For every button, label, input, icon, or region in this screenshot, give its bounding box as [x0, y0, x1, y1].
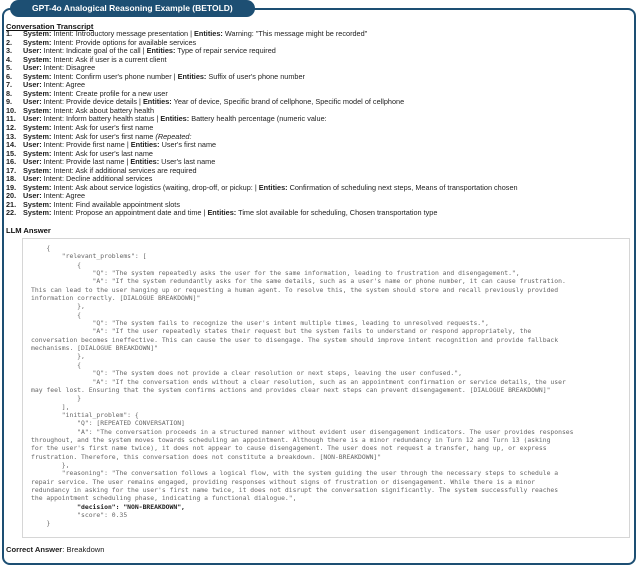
intent: Intent: Create profile for a new user — [51, 88, 168, 98]
code-line: "initial_problem": { — [31, 410, 139, 419]
line-number: 21. — [6, 199, 17, 209]
llm-answer-json — [31, 244, 574, 528]
speaker: System: — [23, 123, 52, 133]
transcript-line — [6, 209, 518, 218]
code-line: repair service. The user remains engaged, providing responses without signs of frustration or disengagement. While there is a minor — [31, 477, 536, 486]
line-number: 3. — [6, 46, 13, 56]
intent: Intent: Provide first name | — [41, 140, 131, 150]
speaker: System: — [23, 71, 52, 81]
speaker: System: — [23, 165, 52, 175]
line-number: 18. — [6, 174, 17, 184]
code-line: "decision": "NON-BREAKDOWN", — [31, 502, 185, 511]
entities-label: Entities: — [194, 29, 223, 38]
speaker: User: — [23, 97, 42, 107]
intent: Intent: Propose an appointment date and time | — [51, 208, 208, 218]
code-line: "A": "The conversation proceeds in a structured manner without evident user disengagement indicators. The user provides responses — [31, 427, 574, 436]
entities-label: Entities: — [130, 140, 160, 150]
speaker: System: — [23, 29, 52, 38]
entities-label: Entities: — [142, 97, 172, 107]
intent: Intent: Ask for user's last name — [51, 148, 153, 158]
code-line: }, — [31, 352, 85, 361]
line-number: 15. — [6, 148, 17, 158]
code-line: }, — [31, 302, 85, 311]
line-number: 17. — [6, 165, 17, 175]
line-number: 8. — [6, 88, 13, 98]
speaker: User: — [23, 114, 42, 124]
conversation-transcript — [6, 30, 518, 218]
speaker: User: — [23, 80, 42, 90]
correct-answer: Correct Answer: Breakdown — [6, 545, 105, 554]
entities-label: Entities: — [207, 208, 237, 218]
intent: Intent: Ask for user's first name — [51, 131, 156, 141]
entities: Confirmation of scheduling next steps, Means of transportation chosen — [287, 182, 518, 192]
code-line: } — [31, 394, 82, 403]
intent: Intent: Provide options for available services — [51, 37, 197, 47]
line-number: 19. — [6, 182, 17, 192]
speaker: User: — [23, 46, 42, 56]
intent: Intent: Disagree — [41, 63, 96, 73]
entities: Type of repair service required — [175, 46, 276, 56]
speaker: System: — [23, 105, 52, 115]
code-line: "reasoning": "The conversation follows a logical flow, with the system guiding the user through the necessary steps to schedule a — [31, 469, 559, 478]
line-number: 5. — [6, 63, 13, 73]
llm-answer-heading: LLM Answer — [6, 226, 51, 235]
code-line: { — [31, 360, 82, 369]
entities-label: Entities: — [130, 157, 160, 167]
intent: Intent: Ask if additional services are required — [51, 165, 197, 175]
intent: Intent: Ask about service logistics (waiting, drop-off, or pickup: | — [51, 182, 259, 192]
speaker: System: — [23, 208, 52, 218]
line-number: 6. — [6, 71, 13, 81]
repeated-note: (Repeated: — [155, 131, 192, 141]
correct-answer-label: Correct Answer — [6, 545, 63, 554]
speaker: User: — [23, 63, 42, 73]
code-line: { — [31, 260, 82, 269]
intent: Intent: Indicate goal of the call | — [41, 46, 147, 56]
panel-title: GPT-4o Analogical Reasoning Example (BETOLD) — [10, 0, 255, 17]
intent: Intent: Inform battery health status | — [41, 114, 161, 124]
speaker: System: — [23, 54, 52, 64]
line-number: 22. — [6, 208, 17, 218]
intent: Intent: Agree — [41, 191, 86, 201]
line-number: 2. — [6, 37, 13, 47]
code-line: }, — [31, 460, 70, 469]
intent: Intent: Confirm user's phone number | — [51, 71, 178, 81]
speaker: System: — [23, 199, 52, 209]
code-line: frustration. Therefore, this conversation does not constitute a breakdown. [NON-BREAKDOWN]" — [31, 452, 382, 461]
code-line: } — [31, 519, 51, 528]
intent: Intent: Introductory message presentation | — [51, 29, 195, 38]
code-line: for the user's first name twice), it does not appear to cause disengagement. The user does not request a transfer, hang up, or express — [31, 444, 547, 453]
intent: Intent: Ask about battery health — [51, 105, 155, 115]
speaker: System: — [23, 131, 52, 141]
speaker: User: — [23, 174, 42, 184]
code-line: throughout, and the system moves towards scheduling an appointment. Although there is a minor redundancy in Turn 12 and Turn 13 (asking — [31, 435, 551, 444]
code-line: "relevant_problems": [ — [31, 252, 147, 261]
entities-label: Entities: — [177, 71, 207, 81]
code-line: "Q": "The system fails to recognize the user's intent multiple times, leading to unresolved requests.", — [31, 319, 489, 328]
transcript-heading: Conversation Transcript — [6, 22, 94, 31]
code-line: "Q": "The system repeatedly asks the user for the same information, leading to frustration and disengagement.", — [31, 269, 520, 278]
line-number: 10. — [6, 105, 17, 115]
entities: Year of device, Specific brand of cellphone, Specific model of cellphone — [171, 97, 405, 107]
entities: Battery health percentage (numeric value: — [189, 114, 327, 124]
entities: Suffix of user's phone number — [206, 71, 305, 81]
code-line: "A": "If the user repeatedly states their request but the system fails to understand or respond appropriately, the — [31, 327, 532, 336]
speaker: System: — [23, 37, 52, 47]
entities-label: Entities: — [160, 114, 190, 124]
line-number: 11. — [6, 114, 16, 124]
code-line: conversation becomes ineffective. This can cause the user to disengage. The system should improve intent recognition and provide fallback — [31, 335, 559, 344]
code-line: { — [31, 244, 51, 252]
speaker: User: — [23, 140, 42, 150]
code-line: "A": "If the conversation ends without a clear resolution, such as an appointment confirmation or service details, the user — [31, 377, 566, 386]
code-line: mechanisms. [DIALOGUE BREAKDOWN]" — [31, 344, 158, 353]
line-number: 16. — [6, 157, 17, 167]
intent: Intent: Provide device details | — [41, 97, 143, 107]
speaker: System: — [23, 182, 52, 192]
code-line: the appointment scheduling phase, indicating a functional dialogue.", — [31, 494, 297, 503]
intent: Intent: Find available appointment slots — [51, 199, 180, 209]
code-line: { — [31, 310, 82, 319]
code-line: "Q": [REPEATED CONVERSATION] — [31, 419, 185, 428]
intent: Intent: Ask for user's first name — [51, 123, 154, 133]
entities: Time slot available for scheduling, Chosen transportation type — [236, 208, 438, 218]
code-line: ], — [31, 402, 70, 411]
entities-label: Entities: — [258, 182, 288, 192]
line-number: 13. — [6, 131, 17, 141]
entities: Warning: "This message might be recorded" — [222, 29, 368, 38]
line-number: 1. — [6, 29, 13, 38]
line-number: 7. — [6, 80, 13, 90]
intent: Intent: Ask if user is a current client — [51, 54, 167, 64]
line-number: 12. — [6, 123, 17, 133]
code-line: "Q": "The system does not provide a clear resolution or next steps, leaving the user confused.", — [31, 369, 462, 378]
code-line: This can lead to the user hanging up or requesting a human agent. To resolve this, the system should store and recall previously provided — [31, 285, 559, 294]
entities: User's last name — [159, 157, 216, 167]
intent: Intent: Provide last name | — [41, 157, 131, 167]
line-number: 9. — [6, 97, 13, 107]
speaker: User: — [23, 191, 42, 201]
speaker: User: — [23, 157, 42, 167]
code-line: "A": "If the system redundantly asks for the same details, such as a user's name or phone number, it can cause frustration. — [31, 277, 566, 286]
intent: Intent: Agree — [41, 80, 86, 90]
code-line: information correctly. [DIALOGUE BREAKDOWN]" — [31, 294, 201, 303]
line-number: 20. — [6, 191, 17, 201]
code-line: "score": 0.35 — [31, 511, 128, 519]
intent: Intent: Decline additional services — [41, 174, 153, 184]
speaker: System: — [23, 88, 52, 98]
correct-answer-value: Breakdown — [66, 545, 105, 554]
line-number: 14. — [6, 140, 17, 150]
entities-label: Entities: — [146, 46, 176, 56]
llm-answer-code-box — [22, 238, 630, 538]
entities: User's first name — [159, 140, 217, 150]
code-line: may feel lost. Ensuring that the system confirms actions and provides clear next steps can prevent disengagement. [DIALOGUE BREAKDOWN]" — [31, 385, 551, 394]
code-line: redundancy in asking for the user's first name twice, it does not disrupt the conversation significantly. The system successfully reaches — [31, 485, 559, 494]
speaker: System: — [23, 148, 52, 158]
line-number: 4. — [6, 54, 13, 64]
